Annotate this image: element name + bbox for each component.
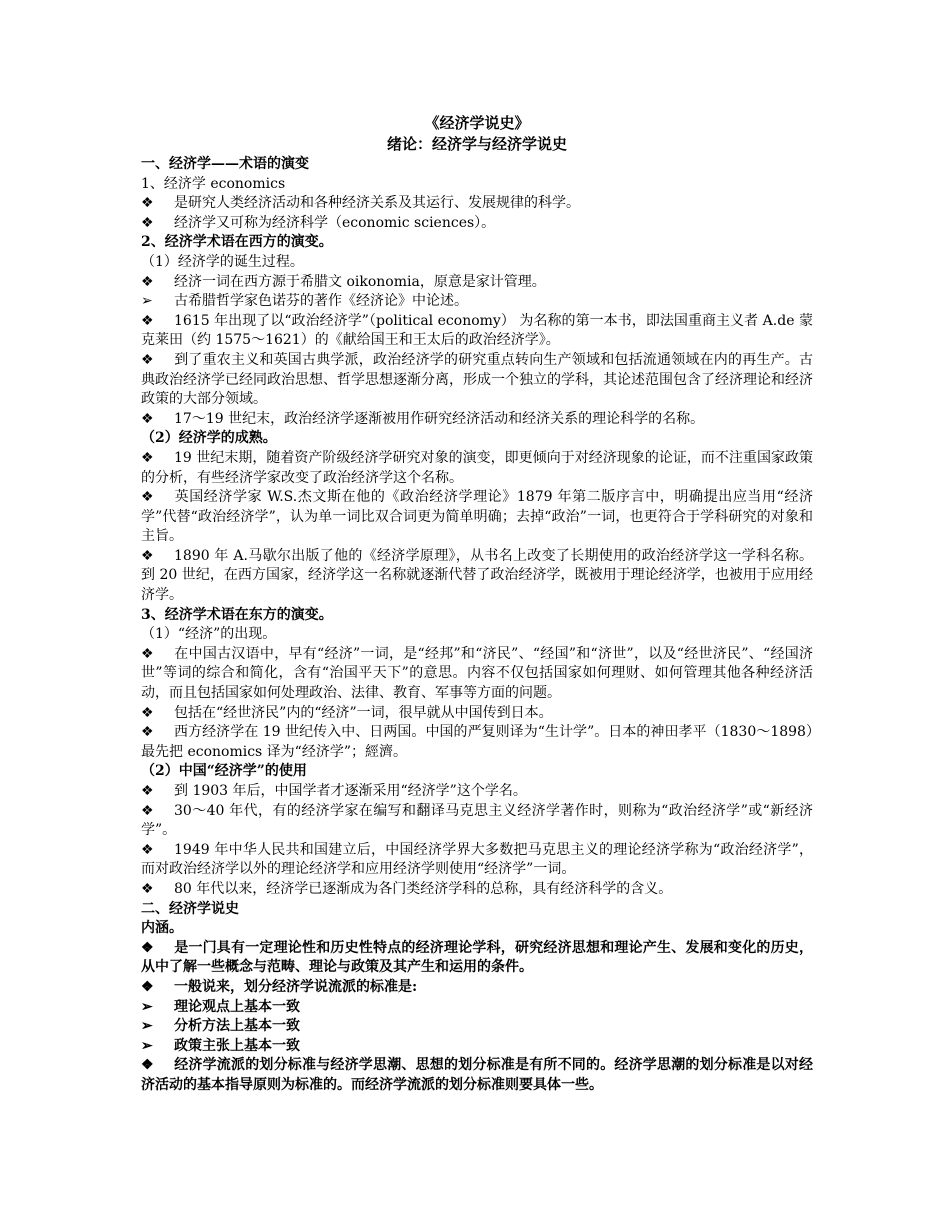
diamond-bullet-icon: ❖ [141,195,154,212]
line-text: 西方经济学在 19 世纪传入中、日两国。中国的严复则译为“生计学”。日本的神田孝平（1830～1898）最先把 economics 译为“经济学”；經濟。 [141,724,813,760]
doc-subtitle: 绪论：经济学与经济学说史 [386,135,567,153]
line-text: 英国经济学家 W.S.杰文斯在他的《政治经济学理论》1879 年第二版序言中，明确提出应当用“经济学”代替“政治经济学”，认为单一词比双合词更为简单明确；去掉“政治”一词，也更符合于学科研究的对象和主旨。 [141,489,813,545]
diamond-bullet-icon: ❖ [141,1057,154,1074]
line-text: 内涵。 [141,920,183,937]
diamond-bullet-icon: ❖ [141,704,154,721]
line-text: 2、经济学术语在西方的演变。 [141,234,333,251]
line-text: （1）“经济”的出现。 [141,626,277,643]
bullet-item [141,449,813,488]
line-text: 政策主张上基本一致 [174,1037,300,1054]
arrow-bullet-icon: ➢ [141,998,153,1015]
paragraph [141,175,813,195]
diamond-bullet-icon: ❖ [141,724,154,741]
bullet-item [141,782,813,802]
line-text: 一般说来，划分经济学说流派的标准是: [174,978,418,995]
line-text: 19 世纪末期，随着资产阶级经济学研究对象的演变，即更倾向于对经济现象的论证，而不注重国家政策的分析，有些经济学家改变了政治经济学这个名称。 [141,449,813,486]
diamond-bullet-icon: ❖ [141,449,154,466]
paragraph [141,253,813,273]
line-text: 80 年代以来，经济学已逐渐成为各门类经济学科的总称，具有经济科学的含义。 [174,880,673,897]
bullet-item [141,214,813,234]
bullet-item [141,978,813,998]
section-heading [141,429,813,449]
arrow-bullet-icon: ➢ [141,1018,153,1035]
diamond-bullet-icon: ❖ [141,410,154,427]
bullet-item [141,645,813,704]
bullet-item [141,488,813,547]
bullet-item [141,1056,813,1095]
line-text: 经济一词在西方源于希腊文 oikonomia，原意是家计管理。 [174,273,546,290]
bullet-item [141,547,813,606]
diamond-bullet-icon: ❖ [141,802,154,819]
line-text: （1）经济学的诞生过程。 [141,253,304,270]
bullet-item [141,880,813,900]
diamond-bullet-icon: ❖ [141,214,154,231]
diamond-bullet-icon: ❖ [141,351,154,368]
bullet-item [141,1017,813,1037]
diamond-bullet-icon: ❖ [141,312,154,329]
bullet-item [141,194,813,214]
line-text: 古希腊哲学家色诺芬的著作《经济论》中论述。 [174,293,468,310]
bullet-item [141,1037,813,1057]
bullet-item [141,292,813,312]
bullet-item [141,410,813,430]
line-text: 到 1903 年后，中国学者才逐渐采用“经济学”这个学名。 [174,783,527,799]
diamond-bullet-icon: ❖ [141,645,154,662]
line-text: 包括在“经世济民”内的“经济”一词，很早就从中国传到日本。 [174,704,553,721]
arrow-bullet-icon: ➢ [141,293,153,310]
line-text: 理论观点上基本一致 [174,998,300,1015]
line-text: （2）经济学的成熟。 [141,430,277,447]
bullet-item [141,351,813,410]
section-heading [141,233,813,253]
diamond-bullet-icon: ❖ [141,783,154,799]
line-text: 1、经济学 economics [141,175,286,192]
diamond-bullet-icon: ❖ [141,547,154,564]
bullet-item [141,998,813,1018]
line-text: 经济学流派的划分标准与经济学思潮、思想的划分标准是有所不同的。经济学思潮的划分标准是以对经济活动的基本指导原则为标准的。而经济学流派的划分标准则要具体一些。 [141,1057,813,1093]
line-text: 在中国古汉语中，早有“经济”一词，是“经邦”和“济民”、“经国”和“济世”，以及“经世济民”、“经国济世”等词的综合和简化，含有“治国平天下”的意思。内容不仅包括国家如何理财、如何管理其他各种经济活动，而且包括国家如何处理政治、法律、教育、军事等方面的问题。 [141,645,813,702]
diamond-bullet-icon: ❖ [141,841,154,858]
line-text: 30～40 年代，有的经济学家在编写和翻译马克思主义经济学著作时，则称为“政治经济学”或“新经济学”。 [141,802,813,839]
doc-body [141,155,813,1096]
diamond-bullet-icon: ❖ [141,939,154,956]
line-text: 是研究人类经济活动和各种经济关系及其运行、发展规律的科学。 [174,195,580,212]
line-text: 是一门具有一定理论性和历史性特点的经济理论学科，研究经济思想和理论产生、发展和变化的历史，从中了解一些概念与范畴、理论与政策及其产生和运用的条件。 [141,939,813,976]
document-page [141,113,813,1096]
section-heading [141,762,813,782]
doc-title: 《经济学说史》 [424,114,530,132]
bullet-item [141,273,813,293]
diamond-bullet-icon: ❖ [141,880,154,897]
line-text: 到了重农主义和英国古典学派，政治经济学的研究重点转向生产领域和包括流通领域在内的再生产。古典政治经济学已经同政治思想、哲学思想逐渐分离，形成一个独立的学科，其论述范围包含了经济理论和经济政策的大部分领域。 [141,351,813,408]
bullet-item [141,939,813,978]
line-text: （2）中国“经济学”的使用 [141,763,307,780]
section-heading [141,900,813,920]
paragraph [141,625,813,645]
line-text: 分析方法上基本一致 [174,1018,300,1035]
bullet-item [141,704,813,724]
bullet-item [141,312,813,351]
line-text: 经济学又可称为经济科学（economic sciences）。 [174,214,496,231]
section-heading [141,919,813,939]
arrow-bullet-icon: ➢ [141,1037,153,1054]
line-text: 1890 年 A.马歇尔出版了他的《经济学原理》，从书名上改变了长期使用的政治经济学这一学科名称。到 20 世纪，在西方国家，经济学这一名称就逐渐代替了政治经济学，既被用于理论经济学，也被用于应用经济学。 [141,547,813,604]
section-heading [141,606,813,626]
bullet-item [141,723,813,762]
bullet-item [141,802,813,841]
line-text: 二、经济学说史 [141,900,239,917]
section-heading [141,155,813,175]
line-text: 17～19 世纪末，政治经济学逐渐被用作研究经济活动和经济关系的理论科学的名称。 [174,410,705,427]
line-text: 3、经济学术语在东方的演变。 [141,606,333,623]
bullet-item [141,841,813,880]
diamond-bullet-icon: ❖ [141,273,154,290]
diamond-bullet-icon: ❖ [141,489,154,506]
line-text: 一、经济学——术语的演变 [141,156,309,172]
line-text: 1949 年中华人民共和国建立后，中国经济学界大多数把马克思主义的理论经济学称为“政治经济学”，而对政治经济学以外的理论经济学和应用经济学则使用“经济学”一词。 [141,841,813,878]
diamond-bullet-icon: ❖ [141,978,154,995]
line-text: 1615 年出现了以“政治经济学”（political economy） 为名称的第一本书，即法国重商主义者 A.de 蒙克莱田（约 1575～1621）的《献给国王和王太后的政治经济学》。 [141,312,813,349]
